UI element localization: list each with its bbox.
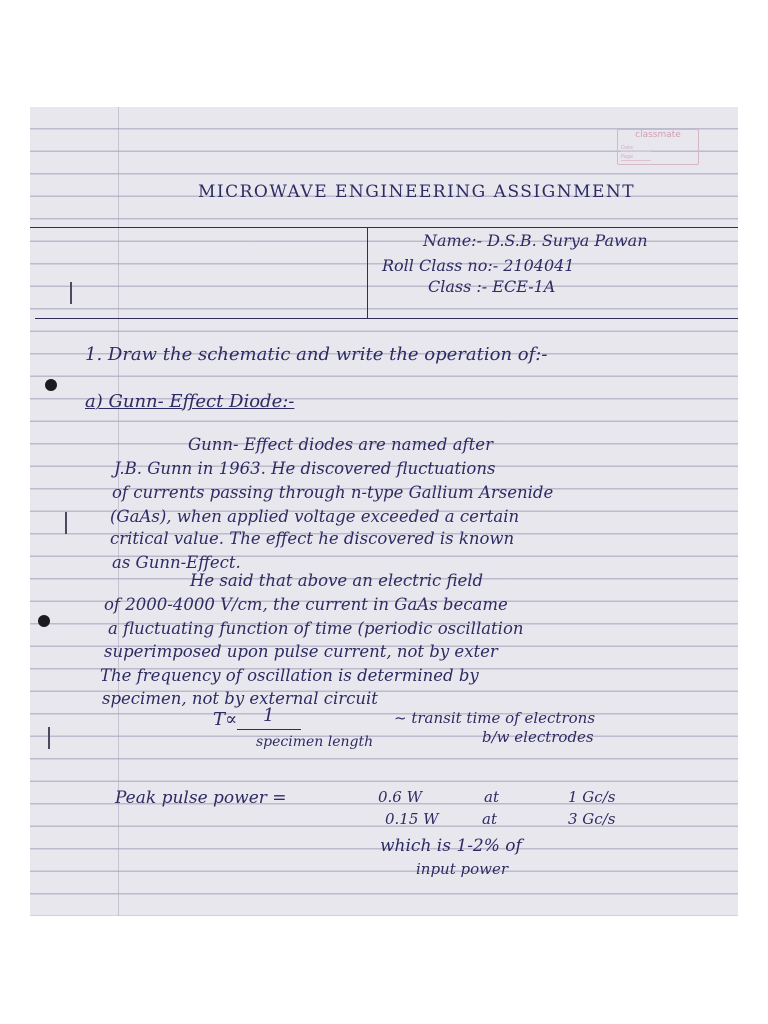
stamp-date-label: Date xyxy=(621,145,633,151)
question-heading: 1. Draw the schematic and write the operation of:- xyxy=(85,344,548,365)
formula-numerator: 1 xyxy=(263,705,275,726)
paragraph2-line1: He said that above an electric field xyxy=(190,571,484,590)
peak-power-value-2: 0.15 W xyxy=(385,810,439,828)
paragraph2-line4: superimposed upon pulse current, not by exter xyxy=(104,642,498,661)
class-label: Class :- ECE-1A xyxy=(428,277,556,296)
paragraph2-line3: a fluctuating function of time (periodic oscillation xyxy=(108,619,524,638)
stamp-page-line xyxy=(621,160,651,161)
margin-tick-2 xyxy=(65,512,67,534)
student-name: Name:- D.S.B. Surya Pawan xyxy=(423,231,648,250)
paragraph1-line6: as Gunn-Effect. xyxy=(112,553,241,572)
paragraph1-line5: critical value. The effect he discovered is known xyxy=(110,529,515,548)
peak-power-at-1: at xyxy=(484,788,499,806)
header-bottom-rule xyxy=(35,318,738,319)
subheading-gunn-diode: a) Gunn- Effect Diode:- xyxy=(85,391,295,412)
paragraph1-line1: Gunn- Effect diodes are named after xyxy=(188,435,493,454)
power-note-line1: which is 1-2% of xyxy=(380,836,522,856)
header-top-rule xyxy=(30,227,738,228)
margin-tick-3 xyxy=(48,727,50,749)
header-divider xyxy=(367,227,368,318)
formula-fraction-bar xyxy=(237,729,301,730)
punch-hole-1 xyxy=(45,379,57,391)
paragraph1-line3: of currents passing through n-type Gallium Arsenide xyxy=(112,483,554,502)
power-note-line2: input power xyxy=(416,860,509,878)
punch-hole-2 xyxy=(38,615,50,627)
stamp-date-line xyxy=(621,151,651,152)
paragraph1-line4: (GaAs), when applied voltage exceeded a certain xyxy=(110,507,520,526)
stamp-brand: classmate xyxy=(635,130,681,140)
stamp-page-label: Page xyxy=(621,154,634,160)
formula-note: ~ transit time of electrons xyxy=(394,709,596,727)
formula-lhs: T∝ xyxy=(213,709,238,730)
peak-power-at-2: at xyxy=(482,810,497,828)
paragraph2-line2: of 2000-4000 V/cm, the current in GaAs became xyxy=(104,595,508,614)
peak-power-value-1: 0.6 W xyxy=(378,788,423,806)
formula-denominator: specimen length xyxy=(256,734,374,750)
margin-tick-1 xyxy=(70,282,72,304)
notebook-page xyxy=(30,107,738,916)
page-title: MICROWAVE ENGINEERING ASSIGNMENT xyxy=(198,182,636,202)
peak-power-freq-1: 1 Gc/s xyxy=(568,788,616,806)
classmate-stamp xyxy=(617,129,699,165)
paragraph2-line5: The frequency of oscillation is determined by xyxy=(100,666,479,685)
roll-number: Roll Class no:- 2104041 xyxy=(382,256,575,275)
formula-note-2: b/w electrodes xyxy=(482,728,594,746)
peak-power-freq-2: 3 Gc/s xyxy=(568,810,616,828)
paragraph1-line2: J.B. Gunn in 1963. He discovered fluctuations xyxy=(114,459,496,478)
paragraph2-line6: specimen, not by external circuit xyxy=(102,689,378,708)
peak-power-label: Peak pulse power = xyxy=(115,788,287,808)
